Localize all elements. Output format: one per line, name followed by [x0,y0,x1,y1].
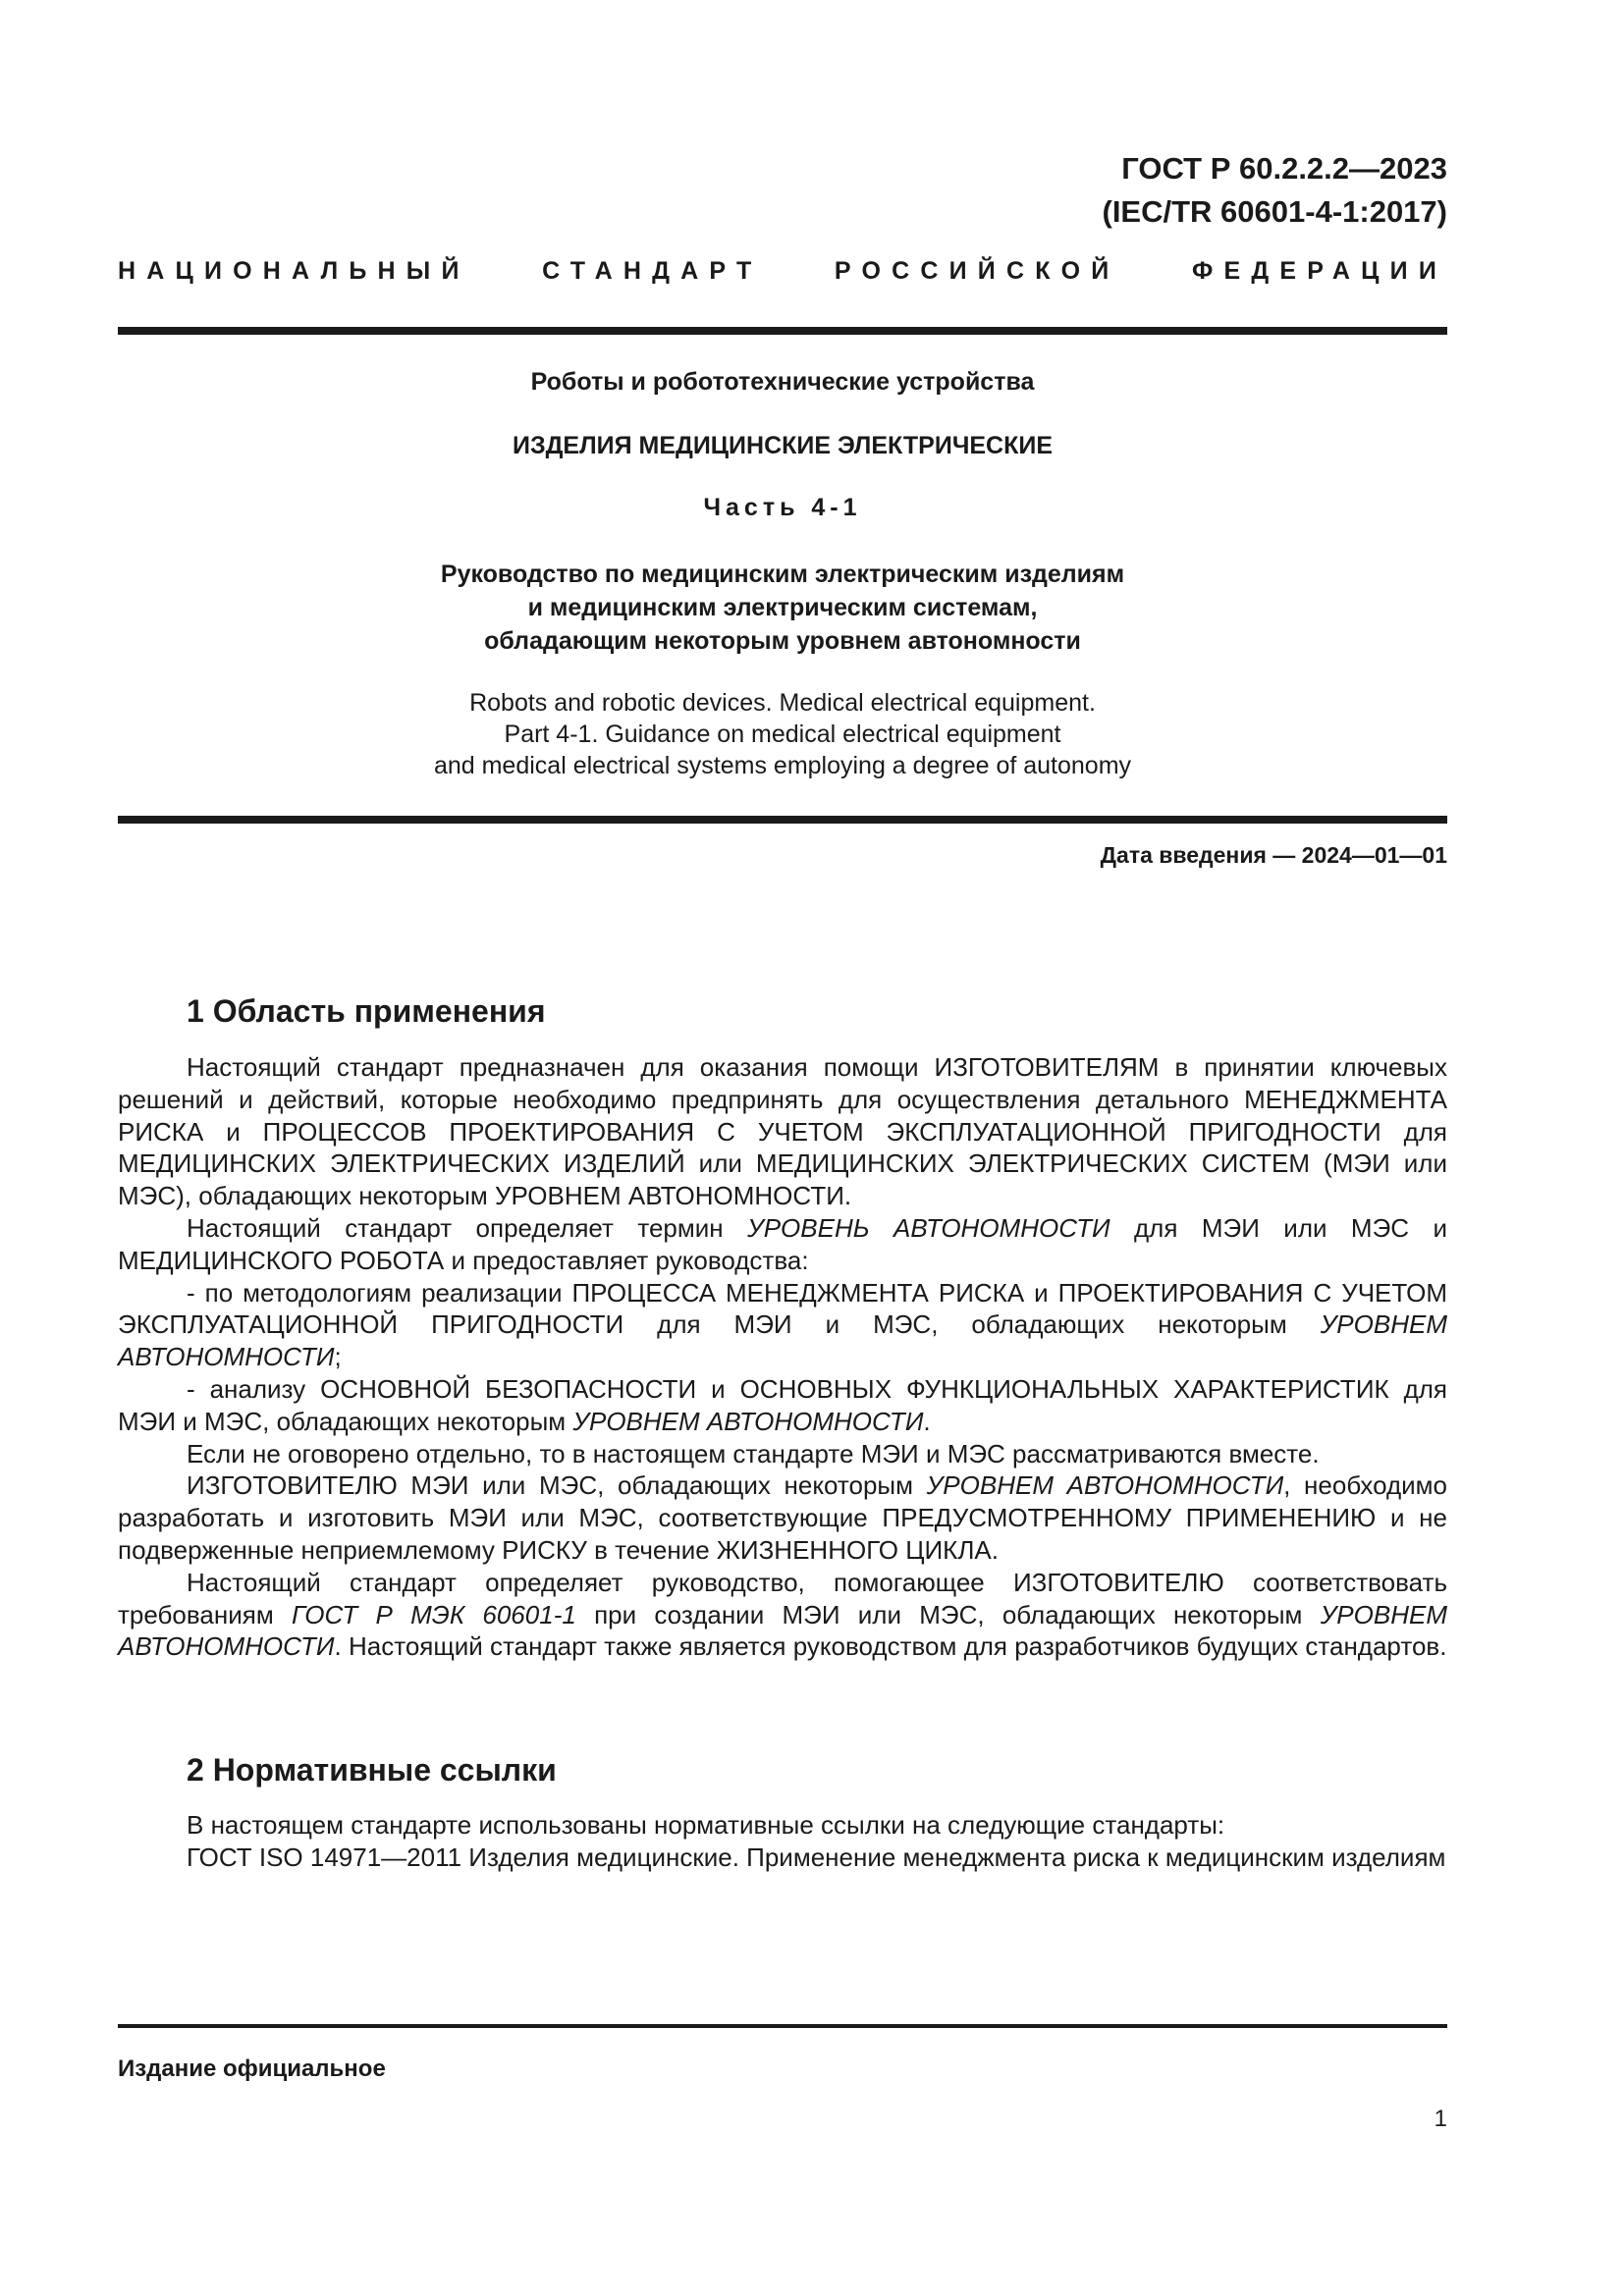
title-line-1-block [118,365,1447,399]
term-emphasis: УРОВЕНЬ АВТОНОМНОСТИ [747,1212,1110,1243]
designation-line-1: ГОСТ Р 60.2.2.2—2023 [1121,151,1447,186]
title-subtitle-1: Руководство по медицинским электрическим изделиям [440,561,1125,588]
paragraph: ИЗГОТОВИТЕЛЮ МЭИ или МЭС, обладающих некоторым УРОВНЕМ АВТОНОМНОСТИ, необходимо разработать и изготовить МЭИ или МЭС, соответствующие ПРЕДУСМОТРЕННОМУ ПРИМЕНЕНИЮ и не подверженные неприемлемому РИСКУ в течение ЖИЗНЕННОГО ЦИКЛА. [118,1470,1447,1565]
paragraph: В настоящем стандарте использованы нормативные ссылки на следующие стандарты: [187,1810,1225,1840]
paragraph: Настоящий стандарт определяет руководство, помогающее ИЗГОТОВИТЕЛЮ соответствовать требованиям ГОСТ Р МЭК 60601-1 при создании МЭИ или МЭС, обладающих некоторым УРОВНЕМ АВТОНОМНОСТИ. Настоящий стандарт также является руководством для разработчиков будущих стандартов. [118,1567,1447,1662]
standard-designation [1103,147,1448,234]
title-line-2: ИЗДЕЛИЯ МЕДИЦИНСКИЕ ЭЛЕКТРИЧЕСКИЕ [512,432,1054,459]
title-subtitle-block [118,558,1447,658]
paragraph: Если не оговорено отдельно, то в настоящем стандарте МЭИ и МЭС рассматриваются вместе. [187,1438,1320,1468]
english-title-1: Robots and robotic devices. Medical electrical equipment. [469,689,1096,717]
page-number: 1 [1434,2106,1447,2132]
title-line-2-block [118,429,1447,462]
english-title-3: and medical electrical systems employing a degree of autonomy [433,752,1132,779]
section-1-body [118,1051,1447,1663]
official-edition-label: Издание официальное [118,2056,386,2082]
introduction-date: Дата введения — 2024—01—01 [1100,842,1447,868]
title-part-block [118,494,1447,522]
paragraph: - анализу ОСНОВНОЙ БЕЗОПАСНОСТИ и ОСНОВНЫХ ФУНКЦИОНАЛЬНЫХ ХАРАКТЕРИСТИК для МЭИ и МЭС, обладающих некоторым УРОВНЕМ АВТОНОМНОСТИ. [118,1373,1447,1436]
top-divider [118,327,1447,335]
paragraph: ГОСТ ISO 14971—2011 Изделия медицинские. Применение менеджмента риска к медицинским изделиям [187,1842,1446,1872]
document-page [118,0,1447,2296]
designation-line-2: (IEC/TR 60601-4-1:2017) [1102,194,1447,229]
paragraph: Настоящий стандарт предназначен для оказания помощи ИЗГОТОВИТЕЛЯМ в принятии ключевых решений и действий, которые необходимо предпринять для осуществления детального МЕНЕДЖМЕНТА РИСКА и ПРОЦЕССОВ ПРОЕКТИРОВАНИЯ С УЧЕТОМ ЭКСПЛУАТАЦИОННОЙ ПРИГОДНОСТИ для МЕДИЦИНСКИХ ЭЛЕКТРИЧЕСКИХ ИЗДЕЛИЙ или МЕДИЦИНСКИХ ЭЛЕКТРИЧЕСКИХ СИСТЕМ (МЭИ или МЭС), обладающих некоторым УРОВНЕМ АВТОНОМНОСТИ. [118,1052,1447,1211]
national-standard-banner: НАЦИОНАЛЬНЫЙ СТАНДАРТ РОССИЙСКОЙ ФЕДЕРАЦИИ [118,257,1447,285]
english-title-block [118,687,1447,781]
title-subtitle-2: и медицинским электрическим системам, [527,594,1038,621]
section-1-heading: 1 Область применения [187,993,546,1029]
footer-divider [118,2024,1447,2028]
term-emphasis: УРОВНЕМ АВТОНОМНОСТИ [926,1470,1284,1501]
paragraph: Настоящий стандарт определяет термин УРОВЕНЬ АВТОНОМНОСТИ для МЭИ или МЭС и МЕДИЦИНСКОГО РОБОТА и предоставляет руководства: [118,1212,1447,1275]
section-2-heading: 2 Нормативные ссылки [187,1752,557,1788]
section-2-body [118,1809,1447,1874]
term-emphasis: УРОВНЕМ АВТОНОМНОСТИ [572,1406,924,1436]
english-title-2: Part 4-1. Guidance on medical electrical equipment [504,721,1061,748]
title-subtitle-3: обладающим некоторым уровнем автономности [484,627,1081,655]
paragraph: - по методологиям реализации ПРОЦЕССА МЕНЕДЖМЕНТА РИСКА и ПРОЕКТИРОВАНИЯ С УЧЕТОМ ЭКСПЛУАТАЦИОННОЙ ПРИГОДНОСТИ для МЭИ и МЭС, обладающих некоторым УРОВНЕМ АВТОНОМНОСТИ; [118,1277,1447,1372]
term-emphasis: УРОВНЕМ АВТОНОМНОСТИ [118,1599,1447,1662]
title-bottom-divider [118,816,1447,824]
title-part: Часть 4-1 [703,494,862,521]
term-emphasis: УРОВНЕМ АВТОНОМНОСТИ [118,1309,1447,1372]
title-line-1: Роботы и робототехнические устройства [530,368,1035,396]
standard-reference: ГОСТ Р МЭК 60601-1 [291,1599,576,1629]
